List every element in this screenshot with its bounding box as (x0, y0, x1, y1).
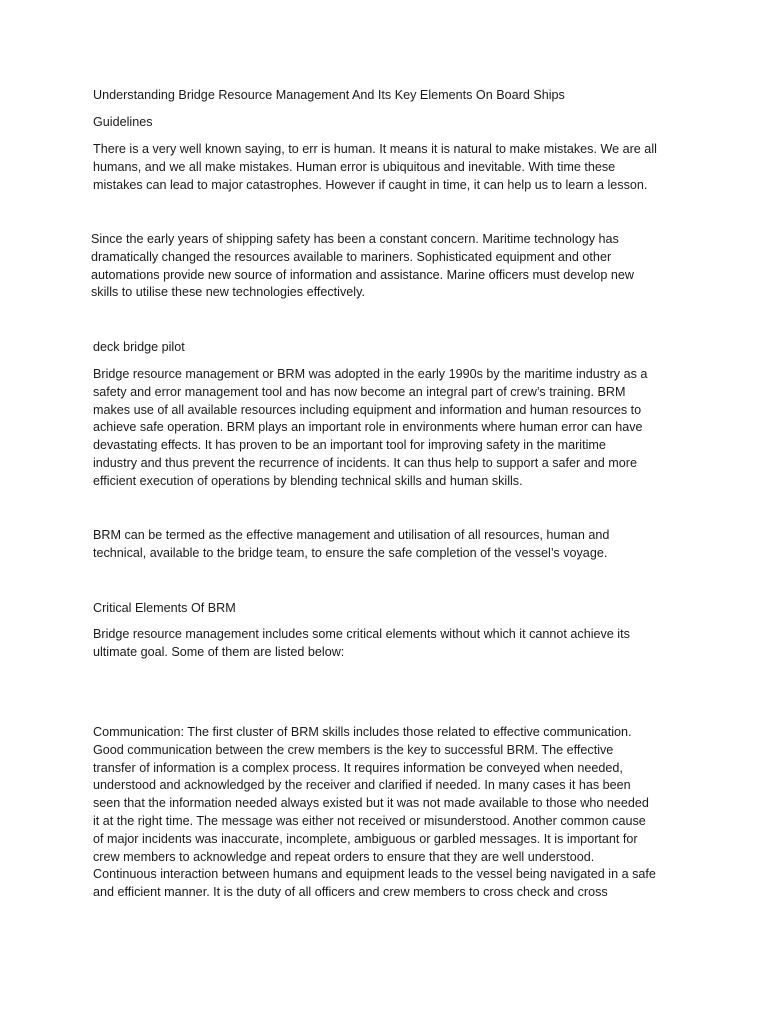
document-title: Understanding Bridge Resource Management And Its Key Elements On Board Ships (93, 88, 565, 102)
guidelines-heading: Guidelines (93, 115, 153, 129)
deck-bridge-pilot-line: deck bridge pilot (93, 340, 185, 354)
paragraph-shipping-safety: Since the early years of shipping safety has been a constant concern. Maritime technology has dramatically changed the resources available to mariners. Sophisticated equipment and other automations provide new source of information and assistance. Marine officers must develop new skills to utilise these new technologies effectively. (91, 232, 634, 300)
critical-elements-heading: Critical Elements Of BRM (93, 601, 236, 615)
paragraph-to-err-is-human: There is a very well known saying, to err is human. It means it is natural to make mistakes. We are all humans, and we all make mistakes. Human error is ubiquitous and inevitable. With time these mistakes can lead to major catastrophes. However if caught in time, it can help us to learn a lesson. (93, 142, 657, 192)
paragraph-brm-adoption: Bridge resource management or BRM was adopted in the early 1990s by the maritime industry as a safety and error management tool and has now become an integral part of crew’s training. BRM makes use of all available resources including equipment and information and human resources to achieve safe operation. BRM plays an important role in environments where human error can have devastating effects. It has proven to be an important tool for improving safety in the maritime industry and thus prevent the recurrence of incidents. It can thus help to support a safer and more efficient execution of operations by blending technical skills and human skills. (93, 367, 648, 488)
paragraph-communication: Communication: The first cluster of BRM skills includes those related to effective communication. Good communication between the crew members is the key to successful BRM. The effective transfer of information is a complex process. It requires information be conveyed when needed, understood and acknowledged by the receiver and clarified if needed. In many cases it has been seen that the information needed always existed but it was not made available to those who needed it at the right time. The message was either not received or misunderstood. Another common cause of major incidents was inaccurate, incomplete, ambiguous or garbled messages. It is important for crew members to acknowledge and repeat orders to ensure that they are well understood. Continuous interaction between humans and equipment leads to the vessel being navigated in a safe and efficient manner. It is the duty of all officers and crew members to cross check and cross (93, 725, 656, 900)
paragraph-brm-definition: BRM can be termed as the effective management and utilisation of all resources, human and technical, available to the bridge team, to ensure the safe completion of the vessel’s voyage. (93, 528, 610, 560)
paragraph-critical-elements-intro: Bridge resource management includes some critical elements without which it cannot achieve its ultimate goal. Some of them are listed below: (93, 627, 630, 659)
